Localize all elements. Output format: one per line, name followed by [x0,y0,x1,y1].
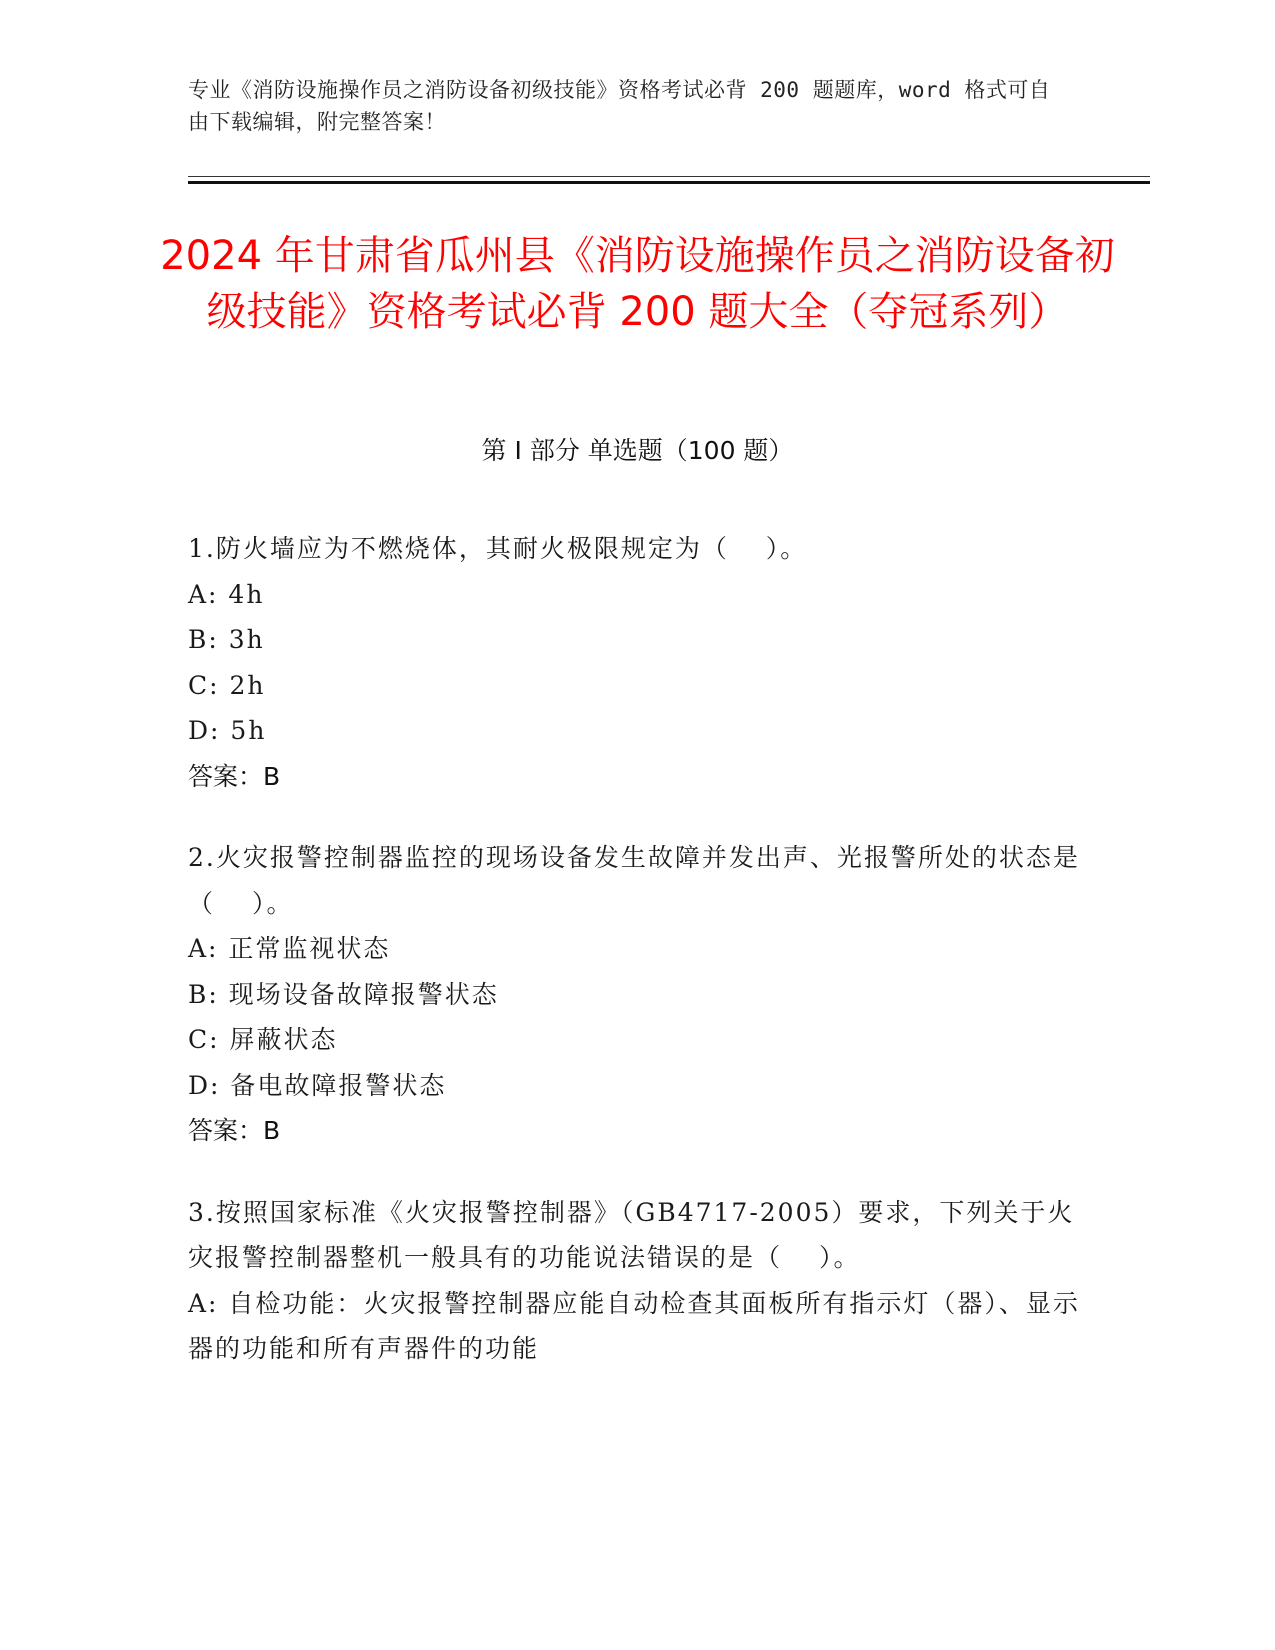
question-list [188,526,1088,1408]
header-divider-thick [188,181,1150,184]
option-a: A: 4h [188,579,265,609]
question-stem: 1.防火墙应为不燃烧体，其耐火极限规定为（ ）。 [188,534,808,563]
option-b: B: 现场设备故障报警状态 [188,979,499,1009]
header-divider-thin [188,176,1150,177]
option-c: C: 屏蔽状态 [188,1025,338,1054]
question-2 [188,835,1088,1154]
option-a: A: 正常监视状态 [188,934,391,963]
answer: 答案：B [188,761,281,791]
document-title: 2024 年甘肃省瓜州县《消防设施操作员之消防设备初级技能》资格考试必背 200 题大全（夺冠系列） [160,233,1115,335]
answer: 答案：B [188,1116,281,1145]
option-a: A: 自检功能：火灾报警控制器应能自动检查其面板所有指示灯（器）、显示器的功能和所有声器件的功能 [188,1288,1080,1363]
section-heading: 第 I 部分 单选题（100 题） [481,436,794,465]
option-d: D: 备电故障报警状态 [188,1070,447,1100]
question-1 [188,526,1088,799]
header-note: 专业《消防设施操作员之消防设备初级技能》资格考试必背 200 题题库，word 格式可自由下载编辑，附完整答案！ [188,78,1051,134]
question-stem: 3.按照国家标准《火灾报警控制器》（GB4717-2005）要求，下列关于火灾报警控制器整机一般具有的功能说法错误的是（ ）。 [188,1197,1075,1272]
question-stem: 2.火灾报警控制器监控的现场设备发生故障并发出声、光报警所处的状态是（ ）。 [188,843,1080,918]
option-c: C: 2h [188,670,266,700]
option-b: B: 3h [188,625,265,654]
question-3 [188,1190,1088,1372]
option-d: D: 5h [188,716,267,745]
